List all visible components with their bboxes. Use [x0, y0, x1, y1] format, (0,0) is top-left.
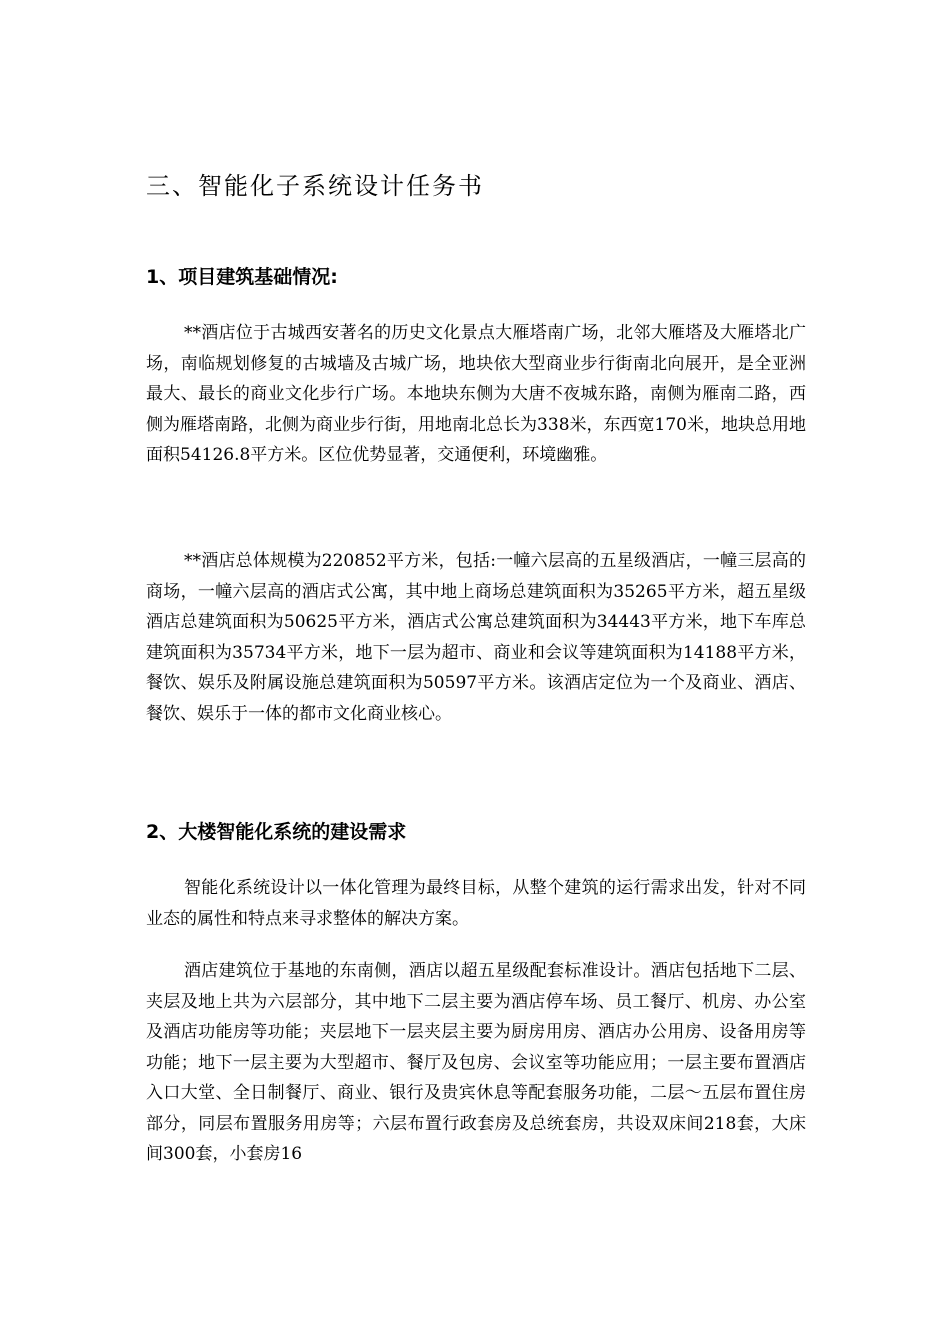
page-title: 三、智能化子系统设计任务书 [146, 172, 484, 200]
paragraph-hotel-layout: 酒店建筑位于基地的东南侧，酒店以超五星级配套标准设计。酒店包括地下二层、夹层及地上共为六层部分，其中地下二层主要为酒店停车场、员工餐厅、机房、办公室及酒店功能房等功能；夹层地下一层夹层主要为厨房用房、酒店办公用房、设备用房等功能；地下一层主要为大型超市、餐厅及包房、会议室等功能应用；一层主要布置酒店入口大堂、全日制餐厅、商业、银行及贵宾休息等配套服务功能，二层～五层布置住房部分，同层布置服务用房等；六层布置行政套房及总统套房，共设双床间218套，大床间300套，小套房16 [146, 961, 806, 1164]
paragraph-scale: **酒店总体规模为220852平方米，包括:一幢六层高的五星级酒店，一幢三层高的商场，一幢六层高的酒店式公寓，其中地上商场总建筑面积为35265平方米，超五星级酒店总建筑面积为50625平方米，酒店式公寓总建筑面积为34443平方米，地下车库总建筑面积为35734平方米，地下一层为超市、商业和会议等建筑面积为14188平方米，餐饮、娱乐及附属设施总建筑面积为50597平方米。该酒店定位为一个及商业、酒店、餐饮、娱乐于一体的都市文化商业核心。 [146, 551, 806, 724]
section-heading-building-basics: 1、项目建筑基础情况: [146, 266, 338, 288]
paragraph-design-goal: 智能化系统设计以一体化管理为最终目标，从整个建筑的运行需求出发，针对不同业态的属性和特点来寻求整体的解决方案。 [146, 878, 806, 929]
section-heading-intelligent-system-needs: 2、大楼智能化系统的建设需求 [146, 821, 407, 843]
paragraph-location: **酒店位于古城西安著名的历史文化景点大雁塔南广场，北邻大雁塔及大雁塔北广场，南临规划修复的古城墙及古城广场，地块依大型商业步行街南北向展开，是全亚洲最大、最长的商业文化步行广场。本地块东侧为大唐不夜城东路，南侧为雁南二路，西侧为雁塔南路，北侧为商业步行街，用地南北总长为338米，东西宽170米，地块总用地面积54126.8平方米。区位优势显著，交通便利，环境幽雅。 [146, 323, 806, 465]
